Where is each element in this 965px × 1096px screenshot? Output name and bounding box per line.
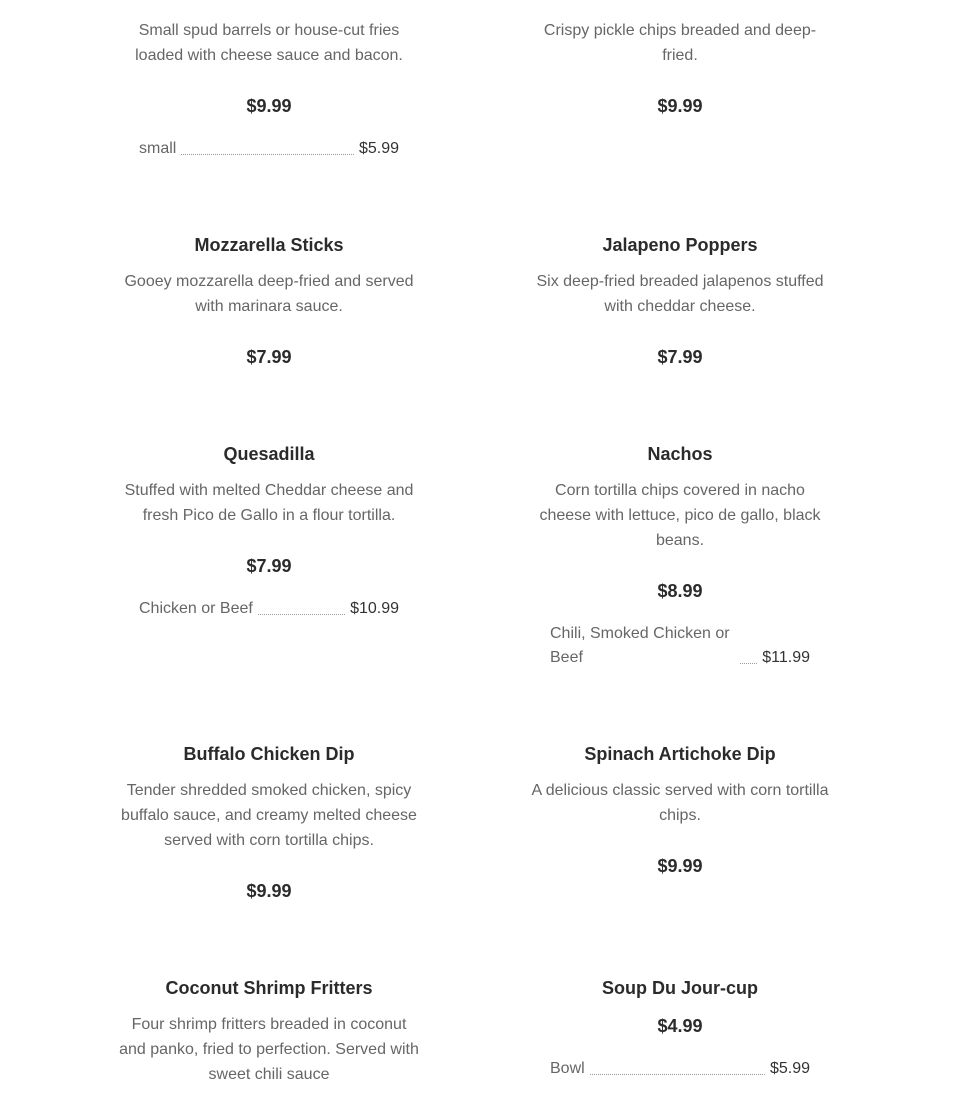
item-description: Stuffed with melted Cheddar cheese and fresh Pico de Gallo in a flour tortilla. bbox=[124, 482, 414, 524]
option-price: $11.99 bbox=[762, 649, 810, 666]
item-description: A delicious classic served with corn tortilla chips. bbox=[531, 782, 829, 824]
menu-item-mozzarella-sticks bbox=[114, 234, 424, 368]
menu-item-jalapeno-poppers bbox=[525, 234, 835, 368]
dotted-leader bbox=[258, 613, 345, 615]
item-description: Six deep-fried breaded jalapenos stuffed with cheddar cheese. bbox=[536, 273, 824, 315]
item-name: Buffalo Chicken Dip bbox=[183, 744, 355, 764]
menu-item-spinach-artichoke-dip bbox=[525, 743, 835, 877]
price-option bbox=[550, 1057, 810, 1081]
item-price: $8.99 bbox=[657, 581, 703, 601]
item-description: Tender shredded smoked chicken, spicy buffalo sauce, and creamy melted cheese served with corn tortilla chips. bbox=[121, 782, 417, 849]
price-option bbox=[139, 137, 399, 161]
item-price: $9.99 bbox=[657, 856, 703, 876]
item-description: Gooey mozzarella deep-fried and served with marinara sauce. bbox=[124, 273, 414, 315]
item-description: Crispy pickle chips breaded and deep-fried. bbox=[543, 22, 817, 64]
item-description: Small spud barrels or house-cut fries loaded with cheese sauce and bacon. bbox=[135, 22, 403, 64]
item-name: Nachos bbox=[647, 444, 713, 464]
item-name: Coconut Shrimp Fritters bbox=[165, 978, 373, 998]
option-label: Bowl bbox=[550, 1060, 585, 1077]
option-label: Chili, Smoked Chicken or Beef bbox=[550, 625, 730, 666]
menu-item-loaded-fries bbox=[114, 18, 424, 161]
item-name: Spinach Artichoke Dip bbox=[584, 744, 776, 764]
menu-item-fried-pickles bbox=[525, 18, 835, 117]
item-price: $9.99 bbox=[246, 96, 292, 116]
item-price: $7.99 bbox=[246, 556, 292, 576]
menu-item-buffalo-chicken-dip bbox=[114, 743, 424, 902]
dotted-leader bbox=[590, 1073, 765, 1075]
item-price: $7.99 bbox=[246, 347, 292, 367]
item-price: $9.99 bbox=[657, 96, 703, 116]
item-name: Quesadilla bbox=[223, 444, 315, 464]
item-name: Mozzarella Sticks bbox=[194, 235, 344, 255]
item-name: Jalapeno Poppers bbox=[602, 235, 758, 255]
menu-item-soup-du-jour bbox=[525, 977, 835, 1081]
option-price: $10.99 bbox=[350, 600, 399, 617]
price-option bbox=[139, 597, 399, 621]
dotted-leader bbox=[740, 662, 757, 664]
item-price: $4.99 bbox=[657, 1016, 703, 1036]
option-price: $5.99 bbox=[358, 140, 399, 157]
item-price: $7.99 bbox=[657, 347, 703, 367]
item-name: Soup Du Jour-cup bbox=[602, 978, 758, 998]
item-description: Four shrimp fritters breaded in coconut and panko, fried to perfection. Served with sweet chili sauce bbox=[119, 1016, 419, 1083]
option-label: small bbox=[139, 140, 177, 157]
option-label: Chicken or Beef bbox=[139, 600, 253, 617]
price-option bbox=[550, 622, 810, 670]
item-description: Corn tortilla chips covered in nacho cheese with lettuce, pico de gallo, black beans. bbox=[539, 482, 821, 549]
menu-item-coconut-shrimp-fritters bbox=[114, 977, 424, 1087]
item-price: $9.99 bbox=[246, 881, 292, 901]
menu-item-quesadilla bbox=[114, 443, 424, 621]
menu-item-nachos bbox=[525, 443, 835, 670]
dotted-leader bbox=[181, 153, 354, 155]
option-price: $5.99 bbox=[769, 1060, 810, 1077]
